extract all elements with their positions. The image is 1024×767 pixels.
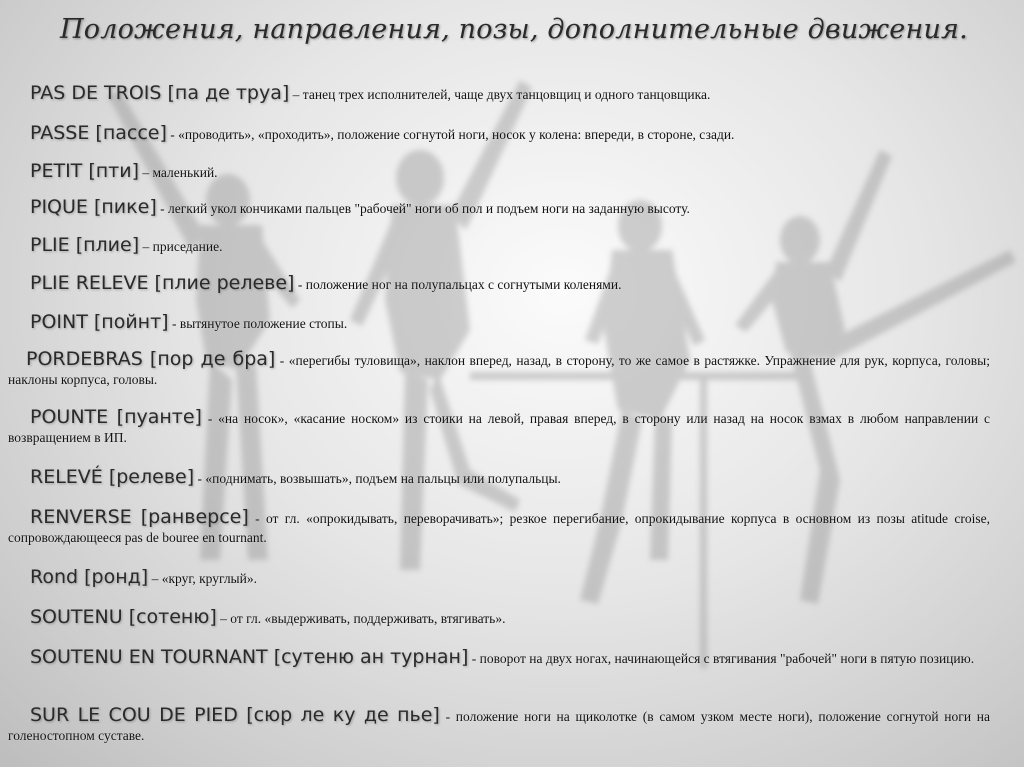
entry-term: PIQUE [пике] bbox=[30, 196, 157, 218]
entry-term: POUNTE [пуанте] bbox=[30, 406, 202, 428]
glossary-entry-passe bbox=[8, 124, 990, 144]
entry-term: PLIE RELEVE [плие релеве] bbox=[30, 272, 295, 294]
entry-definition: – от гл. «выдерживать, поддерживать, втягивать». bbox=[216, 611, 506, 626]
entry-term: SOUTENU [сотеню] bbox=[30, 606, 217, 628]
entry-definition: - «поднимать, возвышать», подъем на пальцы или полупальцы. bbox=[194, 471, 561, 486]
glossary-entry-pique bbox=[8, 198, 990, 218]
glossary-entry-plie-releve bbox=[8, 274, 990, 294]
entry-definition: - положение ног на полупальцах с согнутыми коленями. bbox=[294, 277, 622, 292]
glossary-entry-renverse bbox=[8, 508, 990, 547]
entry-definition: – приседание. bbox=[139, 239, 223, 254]
entry-term: Rond [ронд] bbox=[30, 566, 149, 588]
entry-term: PETIT [пти] bbox=[30, 160, 139, 182]
entry-term: RELEVÉ [релеве] bbox=[30, 466, 195, 488]
entry-definition: – маленький. bbox=[138, 165, 218, 180]
glossary-entry-releve bbox=[8, 468, 990, 488]
glossary-entry-pas-de-trois bbox=[8, 84, 990, 104]
glossary-entry-pordebras bbox=[8, 350, 990, 389]
entry-term: SOUTENU EN TOURNANT [сутеню ан турнан] bbox=[30, 646, 469, 668]
entry-definition: - «на носок», «касание носком» из стоики на левой, правая вперед, в сторону или назад на носок взмах в любом направлении с возвращением в ИП. bbox=[8, 411, 991, 445]
glossary-entry-soutenu bbox=[8, 608, 990, 628]
entry-term: PAS DE TROIS [па де труа] bbox=[30, 82, 290, 104]
entry-definition: – танец трех исполнителей, чаще двух танцовщиц и одного танцовщика. bbox=[289, 87, 711, 102]
entry-definition: - положение ноги на щиколотке (в самом узком месте ноги), положение согнутой ноги на голеностопном суставе. bbox=[8, 709, 990, 743]
page-title: Положения, направления, позы, дополнительные движения. bbox=[60, 14, 968, 45]
entry-definition: - вытянутое положение стопы. bbox=[168, 316, 348, 331]
entry-definition: - от гл. «опрокидывать, переворачивать»; резкое перегибание, опрокидывание корпуса в основном из позы atitude croise, сопровождающееся pas de bourее en tournant. bbox=[8, 511, 990, 545]
glossary-entry-pounte bbox=[8, 408, 990, 447]
glossary-entry-petit bbox=[8, 162, 990, 182]
glossary-entry-soutenu-en-tournant bbox=[8, 648, 990, 668]
entry-term: RENVERSE [ранверсе] bbox=[30, 506, 249, 528]
glossary-entry-point bbox=[8, 313, 990, 333]
entry-definition: - легкий укол кончиками пальцев "рабочей" ноги об пол и подъем ноги на заданную высоту. bbox=[156, 201, 690, 216]
entry-term: PORDEBRAS [пор де бра] bbox=[26, 348, 276, 370]
entry-term: POINT [пойнт] bbox=[30, 311, 169, 333]
entry-definition: - «перегибы туловища», наклон вперед, назад, в сторону, то же самое в растяжке. Упражнение для рук, корпуса, головы; наклоны корпуса, головы. bbox=[8, 353, 990, 387]
entry-term: PASSE [пассе] bbox=[30, 122, 167, 144]
glossary-entry-rond bbox=[8, 568, 990, 588]
entry-term: PLIE [плие] bbox=[30, 234, 140, 256]
glossary-entry-sur-le-cou-de-pied bbox=[8, 706, 990, 745]
entry-definition: - «проводить», «проходить», положение согнутой ноги, носок у колена: впереди, в стороне, сзади. bbox=[166, 127, 735, 142]
entry-term: SUR LE COU DE PIED [сюр ле ку де пье] bbox=[30, 704, 440, 726]
entry-definition: - поворот на двух ногах, начинающейся с втягивания "рабочей" ноги в пятую позицию. bbox=[468, 651, 975, 666]
glossary-entry-plie bbox=[8, 236, 990, 256]
entry-definition: – «круг, круглый». bbox=[148, 571, 257, 586]
